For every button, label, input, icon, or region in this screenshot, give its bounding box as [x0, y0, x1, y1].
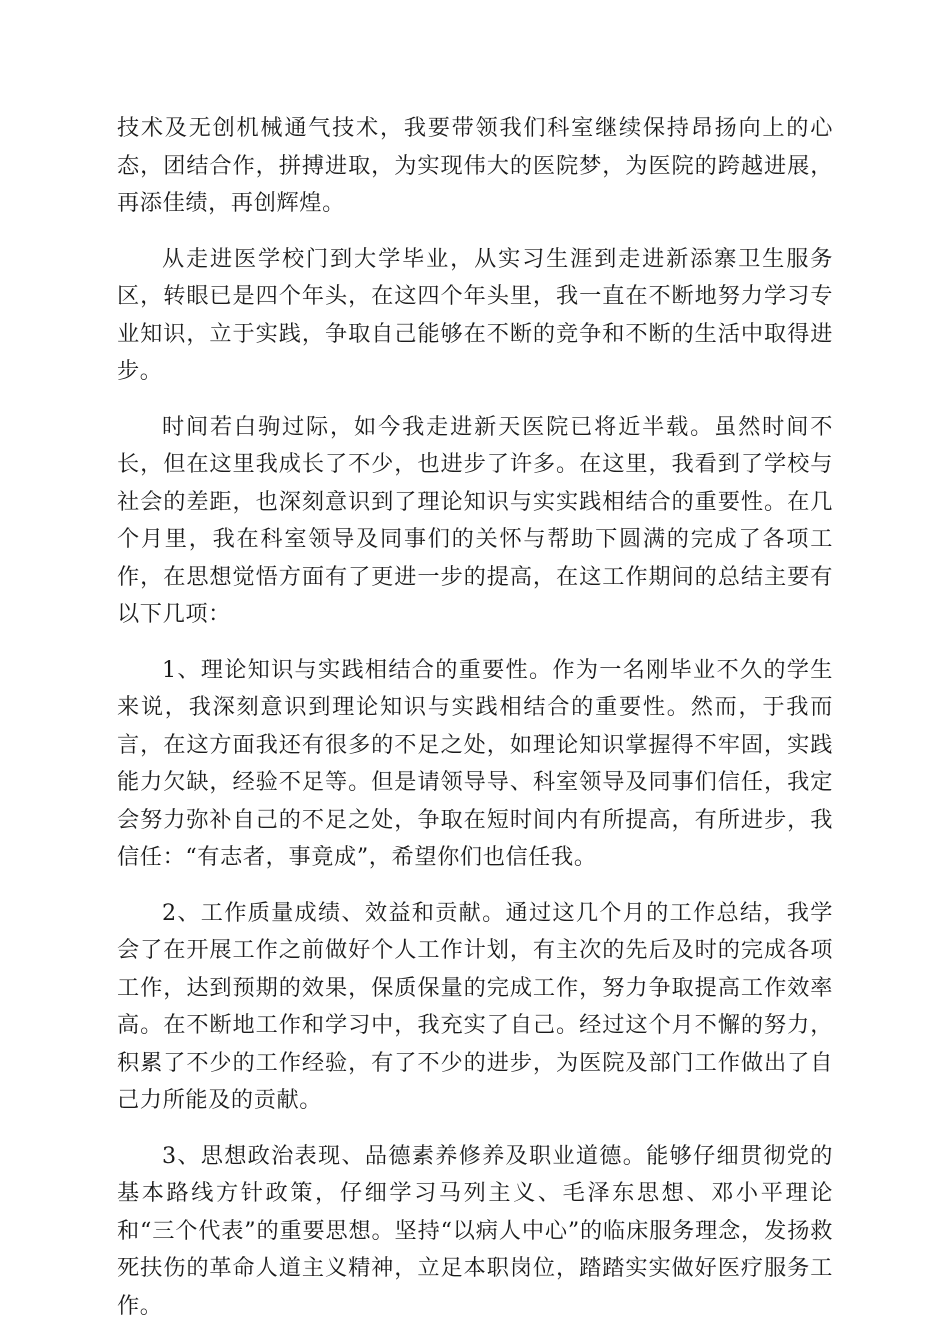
paragraph-item-2: 2、工作质量成绩、效益和贡献。通过这几个月的工作总结，我学会了在开展工作之前做好个人工作计划，有主次的先后及时的完成各项工作，达到预期的效果，保质保量的完成工作，努力争取提高工作效率高。在不断地工作和学习中，我充实了自己。经过这个月不懈的努力，积累了不少的工作经验，有了不少的进步，为医院及部门工作做出了自己力所能及的贡献。 [117, 899, 833, 1113]
paragraph-career-intro: 从走进医学校门到大学毕业，从实习生涯到走进新添寨卫生服务区，转眼已是四个年头，在这四个年头里，我一直在不断地努力学习专业知识，立于实践，争取自己能够在不断的竞争和不断的生活中取得进步。 [117, 245, 833, 384]
paragraph-continuation: 技术及无创机械通气技术，我要带领我们科室继续保持昂扬向上的心态，团结合作，拼搏进取，为实现伟大的医院梦，为医院的跨越进展，再添佳绩，再创辉煌。 [117, 115, 833, 216]
paragraph-item-3: 3、思想政治表现、品德素养修养及职业道德。能够仔细贯彻党的基本路线方针政策，仔细学习马列主义、毛泽东思想、邓小平理论和“三个代表”的重要思想。坚持“以病人中心”的临床服务理念，发扬救死扶伤的革命人道主义精神，立足本职岗位，踏踏实实做好医疗服务工作。 [117, 1142, 833, 1319]
document-page [117, 110, 833, 1325]
paragraph-item-1: 1、理论知识与实践相结合的重要性。作为一名刚毕业不久的学生来说，我深刻意识到理论知识与实践相结合的重要性。然而，于我而言，在这方面我还有很多的不足之处，如理论知识掌握得不牢固，实践能力欠缺，经验不足等。但是请领导导、科室领导及同事们信任，我定会努力弥补自己的不足之处，争取在短时间内有所提高，有所进步，我信任：“有志者，事竟成”，希望你们也信任我。 [117, 656, 833, 870]
paragraph-half-year-summary: 时间若白驹过际，如今我走进新天医院已将近半载。虽然时间不长，但在这里我成长了不少，也进步了许多。在这里，我看到了学校与社会的差距，也深刻意识到了理论知识与实实践相结合的重要性。在几个月里，我在科室领导及同事们的关怀与帮助下圆满的完成了各项工作，在思想觉悟方面有了更进一步的提高，在这工作期间的总结主要有以下几项： [117, 413, 833, 627]
